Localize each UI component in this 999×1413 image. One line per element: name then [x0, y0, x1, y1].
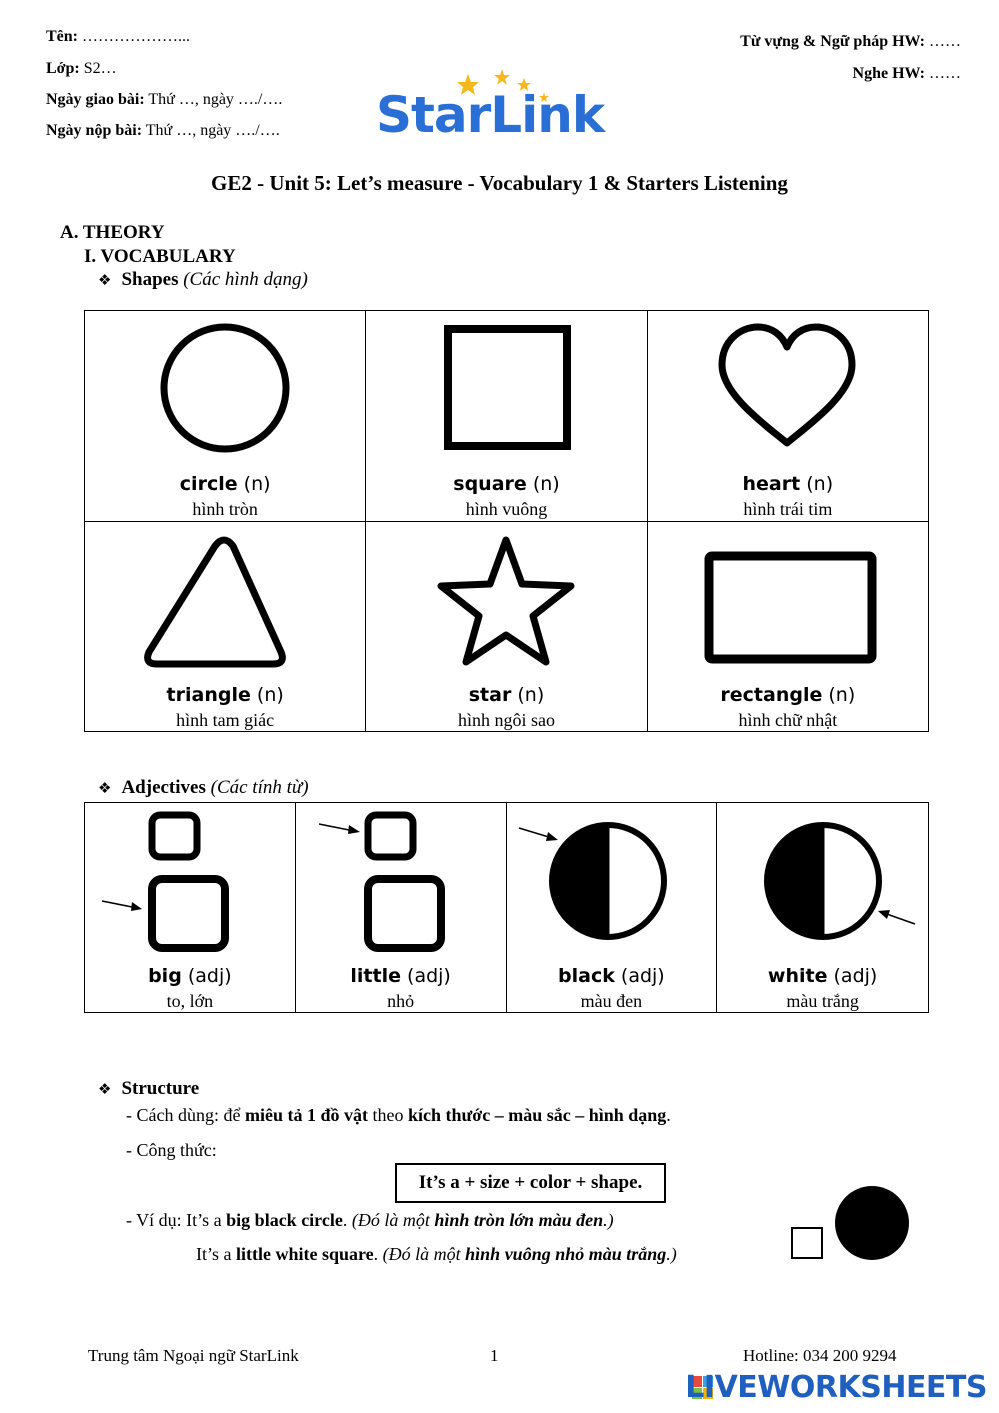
shape-word: circle (n)	[179, 473, 271, 495]
submit-date-line	[46, 121, 280, 141]
shapes-table	[84, 310, 929, 732]
shape-meaning: hình tròn	[192, 499, 258, 519]
section-vocabulary-heading: I. VOCABULARY	[84, 246, 236, 267]
triangle-icon	[85, 534, 365, 674]
adj-meaning: màu đen	[580, 991, 643, 1011]
vocab-hw-label: Từ vựng & Ngữ pháp HW:	[740, 33, 925, 50]
adjectives-heading	[98, 777, 309, 799]
shape-cell-circle	[85, 311, 366, 522]
class-value: S2…	[79, 60, 117, 77]
circle-icon	[85, 323, 365, 458]
shape-cell-triangle	[85, 522, 366, 732]
starlink-logo	[376, 66, 626, 150]
shape-meaning: hình tam giác	[176, 710, 275, 730]
structure-heading	[98, 1078, 199, 1100]
structure-heading-text: Structure	[121, 1078, 200, 1099]
adj-cell-little	[295, 803, 506, 1013]
shapes-heading-bold: Shapes	[121, 269, 179, 290]
little-white-square-icon	[792, 1228, 822, 1258]
shapes-heading-italic: (Các hình dạng)	[183, 269, 308, 290]
listen-hw-label: Nghe HW:	[852, 65, 925, 82]
liveworksheets-watermark: LIVEWORKSHEETS	[685, 1370, 987, 1405]
submit-date-label: Ngày nộp bài:	[46, 122, 143, 139]
shape-meaning: hình trái tim	[743, 499, 833, 519]
big-black-circle-icon	[835, 1186, 909, 1260]
name-label: Tên:	[46, 28, 78, 45]
shape-word: star (n)	[468, 684, 545, 706]
diamond-bullet-icon: ❖	[98, 1080, 112, 1098]
submit-date-value: Thứ …, ngày …./….	[142, 122, 280, 139]
logo-text: StarLink	[376, 86, 605, 144]
adjectives-heading-bold: Adjectives	[121, 777, 206, 798]
adj-meaning: nhỏ	[387, 991, 415, 1011]
shape-cell-star	[366, 522, 647, 732]
shape-cell-heart	[647, 311, 928, 522]
formula-box: It’s a + size + color + shape.	[395, 1163, 666, 1203]
diamond-bullet-icon: ❖	[98, 779, 112, 797]
section-theory-heading: A. THEORY	[60, 222, 165, 243]
adjectives-heading-italic: (Các tính từ)	[210, 777, 309, 798]
little-square-illustration	[296, 803, 506, 963]
assign-date-line	[46, 90, 282, 110]
half-black-circle-illustration	[507, 803, 717, 963]
adj-word: black (adj)	[558, 965, 665, 987]
shapes-heading	[98, 269, 308, 291]
shape-word: heart (n)	[742, 473, 834, 495]
shape-word: square (n)	[453, 473, 560, 495]
listen-hw-line	[853, 64, 961, 84]
page-number: 1	[490, 1346, 499, 1365]
rectangle-icon	[648, 534, 928, 674]
assign-date-value: Thứ …, ngày …./….	[144, 91, 283, 108]
adj-word: big (adj)	[148, 965, 232, 987]
name-line	[46, 27, 190, 47]
listen-hw-value: ……	[925, 65, 961, 82]
adj-cell-white	[717, 803, 929, 1013]
shape-word: rectangle (n)	[720, 684, 856, 706]
usage-line: - Cách dùng: để miêu tả 1 đồ vật theo kích thước – màu sắc – hình dạng.	[126, 1105, 671, 1125]
adj-cell-big	[85, 803, 296, 1013]
big-square-illustration	[85, 803, 295, 963]
example-illustration	[786, 1182, 916, 1272]
half-white-circle-illustration	[717, 803, 928, 963]
star-icon	[366, 534, 646, 674]
square-icon	[366, 323, 646, 458]
adjectives-table	[84, 802, 929, 1013]
formula-label: - Công thức:	[126, 1140, 217, 1160]
page-title: GE2 - Unit 5: Let’s measure - Vocabulary 1 & Starters Listening	[211, 171, 788, 195]
adj-cell-black	[506, 803, 717, 1013]
footer-center-name: Trung tâm Ngoại ngữ StarLink	[88, 1346, 299, 1365]
shape-meaning: hình vuông	[465, 499, 548, 519]
class-label: Lớp:	[46, 60, 80, 77]
vocab-hw-value: ……	[925, 33, 961, 50]
shape-cell-square	[366, 311, 647, 522]
name-value: ………………...	[78, 28, 190, 45]
footer-hotline: Hotline: 034 200 9294	[743, 1346, 897, 1365]
shape-meaning: hình ngôi sao	[457, 710, 555, 730]
shape-word: triangle (n)	[166, 684, 284, 706]
diamond-bullet-icon: ❖	[98, 271, 112, 289]
heart-icon	[648, 323, 928, 458]
vocab-hw-line	[740, 32, 961, 52]
class-line	[46, 59, 117, 79]
adj-word: little (adj)	[350, 965, 451, 987]
adj-word: white (adj)	[767, 965, 878, 987]
shape-meaning: hình chữ nhật	[738, 710, 838, 730]
shape-cell-rectangle	[647, 522, 928, 732]
adj-meaning: to, lớn	[166, 991, 214, 1011]
example-line-2: It’s a little white square. (Đó là một hình vuông nhỏ màu trắng.)	[196, 1244, 677, 1264]
assign-date-label: Ngày giao bài:	[46, 91, 145, 108]
example-line-1: - Ví dụ: It’s a big black circle. (Đó là một hình tròn lớn màu đen.)	[126, 1210, 614, 1230]
adj-meaning: màu trắng	[786, 991, 859, 1011]
